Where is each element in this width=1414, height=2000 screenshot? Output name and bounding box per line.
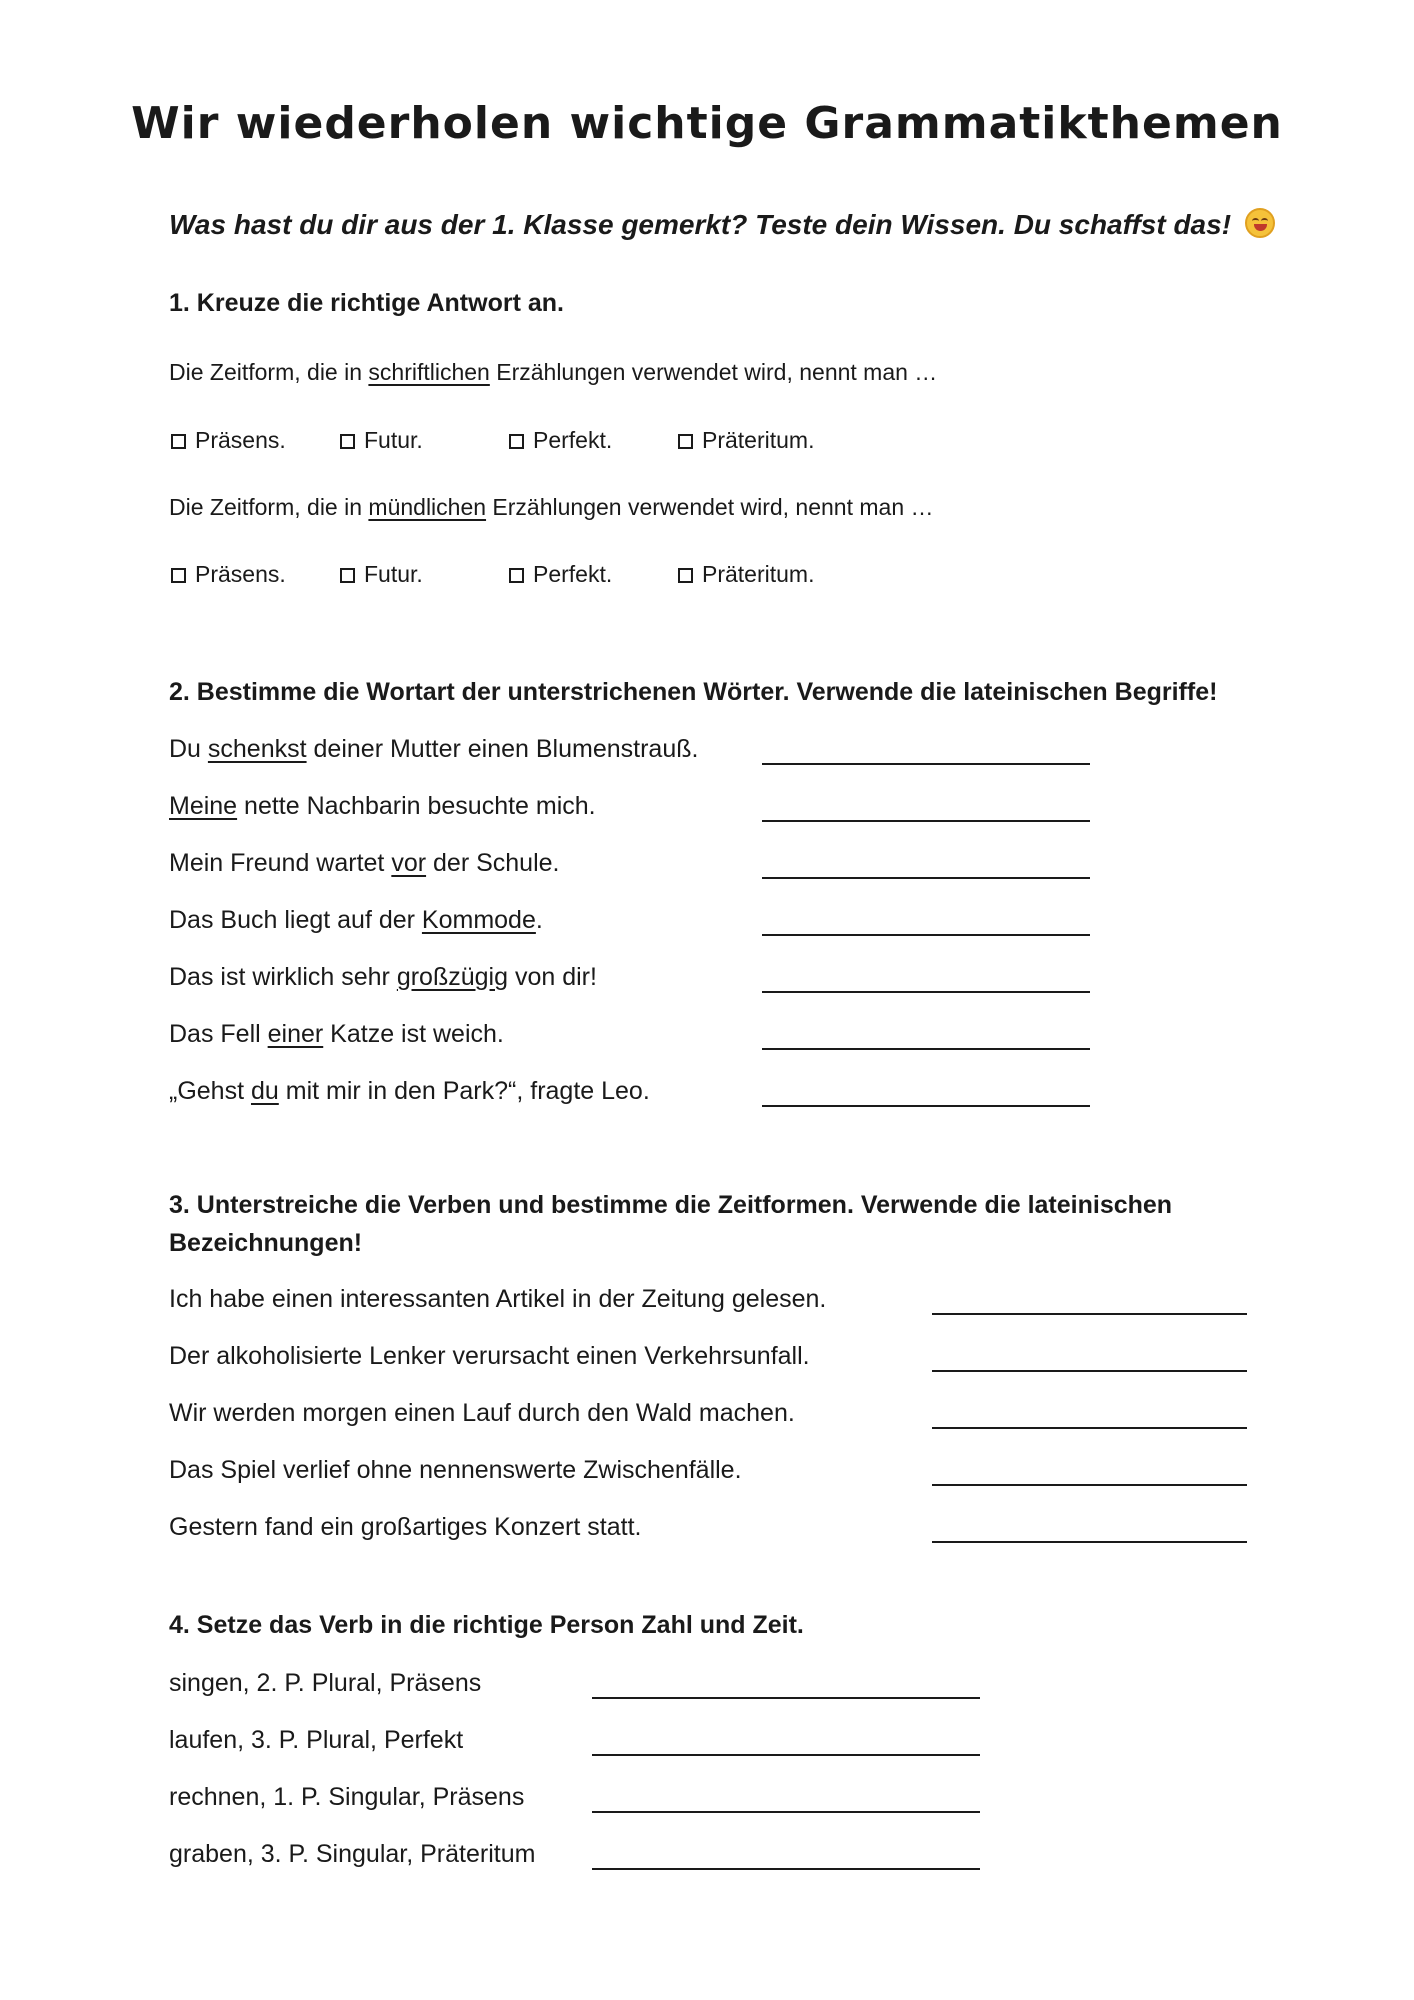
- answer-line[interactable]: [932, 1427, 1247, 1429]
- section1-question-1: Die Zeitform, die in schriftlichen Erzählungen verwendet wird, nennt man …: [169, 359, 938, 385]
- answer-line[interactable]: [932, 1370, 1247, 1372]
- answer-line[interactable]: [932, 1541, 1247, 1543]
- checkbox-icon[interactable]: [509, 568, 524, 583]
- checkbox-icon[interactable]: [171, 434, 186, 449]
- section2-row: Meine nette Nachbarin besuchte mich.: [169, 792, 596, 820]
- section4-row: graben, 3. P. Singular, Präteritum: [169, 1840, 536, 1868]
- option-praesens-1[interactable]: Präsens.: [171, 427, 286, 454]
- checkbox-icon[interactable]: [340, 434, 355, 449]
- subtitle-text: Was hast du dir aus der 1. Klasse gemerkt? Teste dein Wissen. Du schaffst das!: [169, 209, 1232, 240]
- answer-line[interactable]: [762, 934, 1090, 936]
- option-futur-2[interactable]: Futur.: [340, 561, 423, 588]
- answer-line[interactable]: [762, 1048, 1090, 1050]
- section1-heading: 1. Kreuze die richtige Antwort an.: [169, 289, 564, 317]
- answer-line[interactable]: [592, 1868, 980, 1870]
- section4-row: laufen, 3. P. Plural, Perfekt: [169, 1726, 464, 1754]
- checkbox-icon[interactable]: [678, 568, 693, 583]
- section2-row: Du schenkst deiner Mutter einen Blumenstrauß.: [169, 735, 699, 763]
- answer-line[interactable]: [592, 1811, 980, 1813]
- section2-row: Das Buch liegt auf der Kommode.: [169, 906, 543, 934]
- option-praeteritum-1[interactable]: Präteritum.: [678, 427, 814, 454]
- option-perfekt-2[interactable]: Perfekt.: [509, 561, 612, 588]
- answer-line[interactable]: [932, 1484, 1247, 1486]
- smiling-face-icon: [1245, 208, 1275, 238]
- answer-line[interactable]: [762, 991, 1090, 993]
- answer-line[interactable]: [592, 1754, 980, 1756]
- section4-heading: 4. Setze das Verb in die richtige Person Zahl und Zeit.: [169, 1611, 804, 1639]
- page-title: Wir wiederholen wichtige Grammatikthemen: [131, 98, 1283, 149]
- section3-heading-cont: Bezeichnungen!: [169, 1229, 363, 1257]
- section3-heading: 3. Unterstreiche die Verben und bestimme die Zeitformen. Verwende die lateinischen: [169, 1191, 1173, 1219]
- section1-question-2: Die Zeitform, die in mündlichen Erzählungen verwendet wird, nennt man …: [169, 494, 934, 520]
- section3-row: Ich habe einen interessanten Artikel in der Zeitung gelesen.: [169, 1285, 827, 1313]
- page-subtitle: [169, 208, 1275, 241]
- section3-row: Das Spiel verlief ohne nennenswerte Zwischenfälle.: [169, 1456, 742, 1484]
- section4-row: singen, 2. P. Plural, Präsens: [169, 1669, 482, 1697]
- section2-row: Das ist wirklich sehr großzügig von dir!: [169, 963, 597, 991]
- answer-line[interactable]: [762, 763, 1090, 765]
- section3-row: Der alkoholisierte Lenker verursacht einen Verkehrsunfall.: [169, 1342, 810, 1370]
- section3-row: Gestern fand ein großartiges Konzert statt.: [169, 1513, 642, 1541]
- section2-row: Das Fell einer Katze ist weich.: [169, 1020, 504, 1048]
- checkbox-icon[interactable]: [678, 434, 693, 449]
- option-praesens-2[interactable]: Präsens.: [171, 561, 286, 588]
- section2-row: „Gehst du mit mir in den Park?“, fragte Leo.: [169, 1077, 650, 1105]
- answer-line[interactable]: [762, 1105, 1090, 1107]
- checkbox-icon[interactable]: [171, 568, 186, 583]
- checkbox-icon[interactable]: [509, 434, 524, 449]
- answer-line[interactable]: [762, 877, 1090, 879]
- answer-line[interactable]: [932, 1313, 1247, 1315]
- section2-row: Mein Freund wartet vor der Schule.: [169, 849, 560, 877]
- option-perfekt-1[interactable]: Perfekt.: [509, 427, 612, 454]
- section2-heading: 2. Bestimme die Wortart der unterstrichenen Wörter. Verwende die lateinischen Begriffe!: [169, 678, 1218, 706]
- option-praeteritum-2[interactable]: Präteritum.: [678, 561, 814, 588]
- answer-line[interactable]: [592, 1697, 980, 1699]
- section3-row: Wir werden morgen einen Lauf durch den Wald machen.: [169, 1399, 795, 1427]
- answer-line[interactable]: [762, 820, 1090, 822]
- checkbox-icon[interactable]: [340, 568, 355, 583]
- option-futur-1[interactable]: Futur.: [340, 427, 423, 454]
- section4-row: rechnen, 1. P. Singular, Präsens: [169, 1783, 525, 1811]
